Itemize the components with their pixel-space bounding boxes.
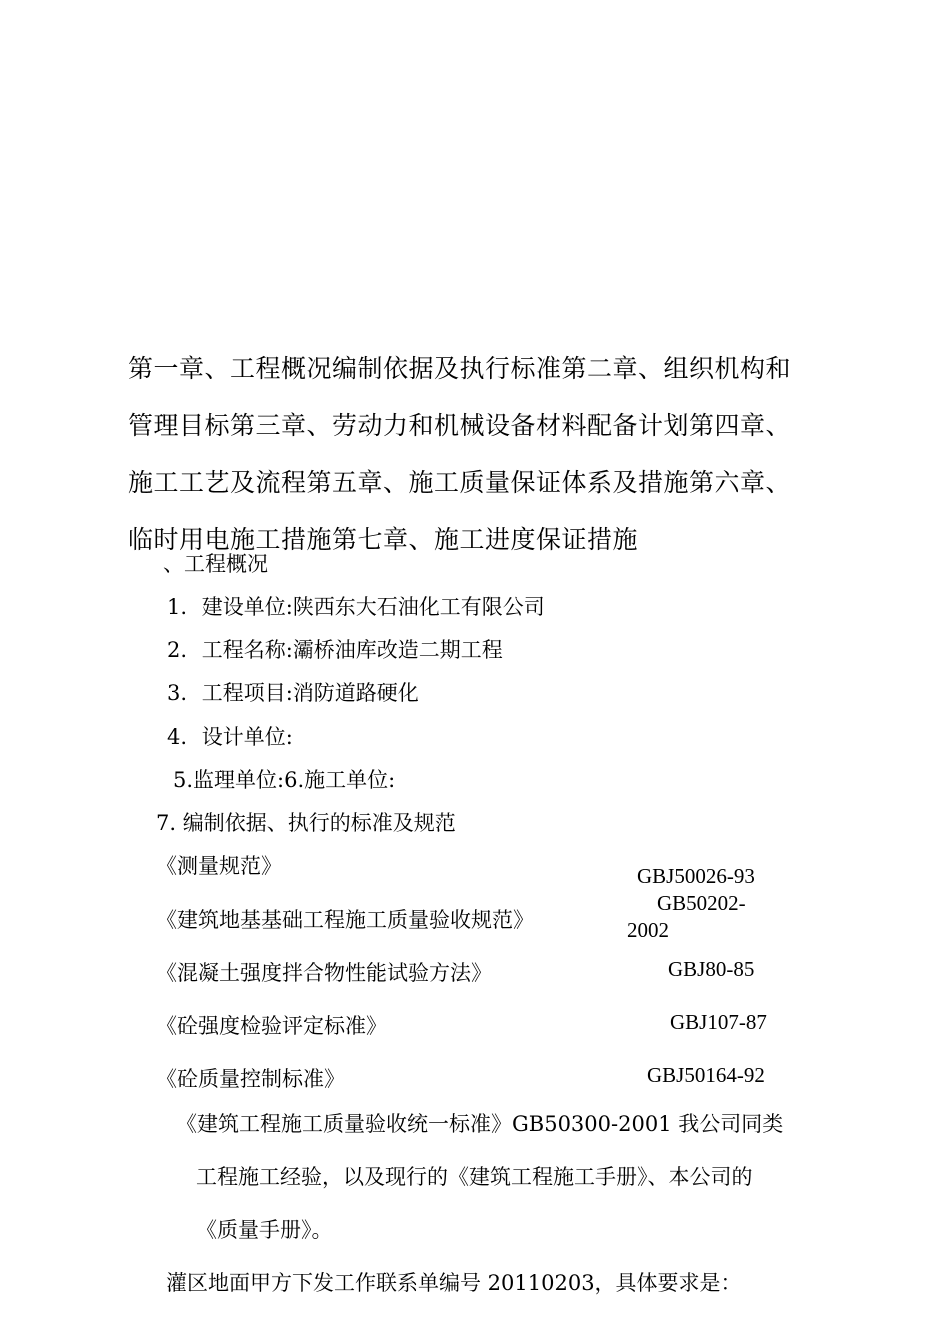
- item-label: 建设单位: [201, 595, 286, 619]
- colon: :: [285, 595, 293, 619]
- item-label: 工程名称: [201, 638, 286, 662]
- item-label: 设计单位: [201, 725, 286, 749]
- list-item-standards-heading: 7. 编制依据、执行的标准及规范: [156, 811, 456, 835]
- standard-code: GBJ80-85: [668, 957, 755, 981]
- table-of-contents: [128, 340, 848, 568]
- item-number: 1.: [167, 595, 188, 619]
- standard-name: 《砼强度检验评定标准》: [156, 1014, 387, 1038]
- standard-code: GBJ50164-92: [647, 1063, 765, 1087]
- item-number: 4.: [167, 725, 188, 749]
- item-label: 监理单位: [193, 768, 278, 792]
- colon: :: [277, 768, 285, 792]
- list-item: [167, 591, 545, 621]
- toc-line: 临时用电施工措施第七章、施工进度保证措施: [128, 525, 639, 554]
- toc-line: 管理目标第三章、劳动力和机械设备材料配备计划第四章、: [128, 411, 792, 440]
- colon: :: [285, 681, 293, 705]
- item-number: 2.: [167, 638, 188, 662]
- item-value: 消防道路硬化: [292, 681, 419, 705]
- standard-name: 《混凝土强度拌合物性能试验方法》: [156, 961, 492, 985]
- colon: :: [285, 725, 293, 749]
- item-number: 5.: [173, 768, 194, 792]
- standard-code: GBJ50026-93: [637, 864, 755, 888]
- item-number: 3.: [167, 681, 188, 705]
- item-value: 灞桥油库改造二期工程: [292, 638, 503, 662]
- item-value: 陕西东大石油化工有限公司: [292, 595, 545, 619]
- paragraph-line: 《质量手册》。: [196, 1218, 333, 1242]
- paragraph-line: 《建筑工程施工质量验收统一标准》GB50300-2001 我公司同类: [176, 1112, 784, 1136]
- colon: :: [388, 768, 396, 792]
- toc-line: 第一章、工程概况编制依据及执行标准第二章、组织机构和: [128, 354, 792, 383]
- list-item: [167, 677, 419, 707]
- item-label: 工程项目: [201, 681, 286, 705]
- list-item: [167, 634, 503, 664]
- standard-name: 《砼质量控制标准》: [156, 1067, 345, 1091]
- standard-code: GBJ107-87: [670, 1010, 767, 1034]
- colon: :: [285, 638, 293, 662]
- list-item: [167, 721, 293, 751]
- section-heading: 、工程概况: [163, 552, 268, 576]
- standard-code: GB50202-: [657, 891, 746, 915]
- standard-name: 《测量规范》: [156, 854, 282, 878]
- standard-name: 《建筑地基基础工程施工质量验收规范》: [156, 908, 534, 932]
- list-item: [173, 764, 395, 794]
- standard-code-continued: 2002: [627, 918, 669, 942]
- paragraph-line: 工程施工经验，以及现行的《建筑工程施工手册》、本公司的: [196, 1165, 753, 1189]
- item-extra: 6.施工单位: [284, 768, 389, 792]
- final-line: 灌区地面甲方下发工作联系单编号 20110203，具体要求是：: [166, 1271, 742, 1295]
- toc-line: 施工工艺及流程第五章、施工质量保证体系及措施第六章、: [128, 468, 792, 497]
